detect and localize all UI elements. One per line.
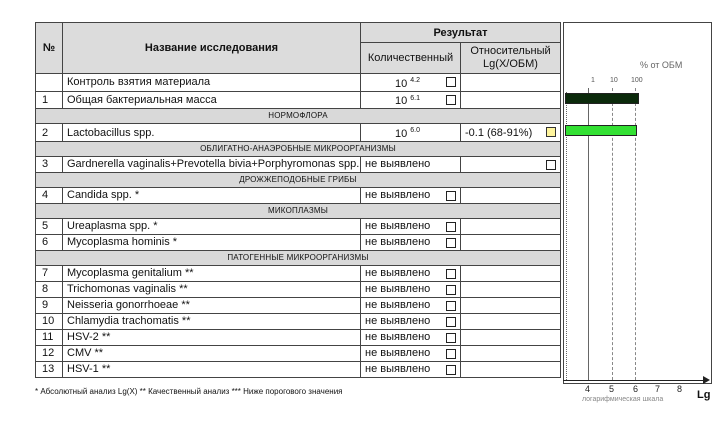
row-number: 2	[36, 124, 63, 142]
relative-cell	[461, 297, 561, 313]
relative-cell	[461, 156, 561, 172]
checkbox-icon	[446, 238, 456, 248]
row-number: 6	[36, 234, 63, 250]
x-tick-5: 5	[609, 384, 615, 394]
quantitative-cell	[361, 187, 461, 203]
scale-bar	[565, 93, 639, 104]
relative-cell	[461, 313, 561, 329]
checkbox-icon	[446, 349, 456, 359]
quantitative-cell	[361, 124, 461, 142]
section-row	[36, 141, 561, 156]
section-title: МИКОПЛАЗМЫ	[36, 203, 561, 218]
quantitative-cell	[361, 265, 461, 281]
x-tick-6: 6	[633, 384, 639, 394]
checkbox-icon	[446, 365, 456, 375]
row-number: 12	[36, 345, 63, 361]
checkbox-icon	[546, 160, 556, 170]
row-number: 11	[36, 329, 63, 345]
test-name: Mycoplasma hominis *	[63, 234, 361, 250]
test-name: Lactobacillus spp.	[63, 124, 361, 142]
test-name: Candida spp. *	[63, 187, 361, 203]
quantitative-value: 10	[395, 127, 408, 140]
test-name: Ureaplasma spp. *	[63, 218, 361, 234]
checkbox-icon	[446, 301, 456, 311]
test-name: Neisseria gonorrhoeae **	[63, 297, 361, 313]
checkbox-icon	[446, 222, 456, 232]
status-yellow-icon	[546, 127, 556, 137]
relative-cell	[461, 329, 561, 345]
relative-cell	[461, 187, 561, 203]
section-row	[36, 250, 561, 265]
quantitative-value: не выявлено	[365, 220, 431, 233]
footnote: * Абсолютный анализ Lg(X) ** Качественный анализ *** Ниже порогового значения	[35, 387, 343, 396]
section-title: НОРМОФЛОРА	[36, 109, 561, 124]
row-number	[36, 74, 63, 92]
relative-cell	[461, 91, 561, 109]
quantitative-cell	[361, 297, 461, 313]
top-tick-100: 100	[631, 77, 643, 84]
quantitative-value: 10	[395, 77, 408, 90]
checkbox-icon	[446, 333, 456, 343]
x-tick-4: 4	[585, 384, 591, 394]
axis-label: Lg	[697, 389, 711, 401]
test-name: CMV **	[63, 345, 361, 361]
table-row	[36, 329, 561, 345]
table-row	[36, 124, 561, 142]
relative-cell	[461, 281, 561, 297]
table-row	[36, 361, 561, 377]
quantitative-value: не выявлено	[365, 158, 431, 171]
quantitative-cell	[361, 218, 461, 234]
section-row	[36, 203, 561, 218]
row-number: 9	[36, 297, 63, 313]
test-name: Gardnerella vaginalis+Prevotella bivia+Porphyromonas spp.	[63, 156, 361, 172]
table-row	[36, 281, 561, 297]
quantitative-cell	[361, 281, 461, 297]
row-number: 1	[36, 91, 63, 109]
quantitative-value: не выявлено	[365, 347, 431, 360]
quantitative-value: 10	[395, 95, 408, 108]
table-row	[36, 234, 561, 250]
x-tick-7: 7	[655, 384, 661, 394]
col-rel-header: Относительный Lg(X/ОБМ)	[461, 43, 561, 74]
relative-cell	[461, 124, 561, 142]
top-tick-10: 10	[610, 77, 618, 84]
scale-title: % от ОБМ	[640, 60, 683, 70]
scale-bar	[565, 125, 637, 136]
row-number: 7	[36, 265, 63, 281]
col-name-header: Название исследования	[63, 23, 361, 74]
table-row	[36, 187, 561, 203]
relative-cell	[461, 265, 561, 281]
quantitative-cell	[361, 74, 461, 92]
checkbox-icon	[446, 317, 456, 327]
x-axis-arrow-icon	[703, 376, 710, 384]
test-name: HSV-1 **	[63, 361, 361, 377]
exponent: 4.2	[410, 77, 420, 84]
quantitative-cell	[361, 329, 461, 345]
quantitative-value: не выявлено	[365, 189, 431, 202]
x-tick-8: 8	[677, 384, 683, 394]
relative-value: -0.1 (68-91%)	[465, 126, 533, 139]
test-name: Общая бактериальная масса	[63, 91, 361, 109]
quantitative-value: не выявлено	[365, 267, 431, 280]
quantitative-cell	[361, 91, 461, 109]
relative-cell	[461, 218, 561, 234]
table-row	[36, 345, 561, 361]
table-row	[36, 156, 561, 172]
test-name: Chlamydia trachomatis **	[63, 313, 361, 329]
section-title: ПАТОГЕННЫЕ МИКРООРГАНИЗМЫ	[36, 250, 561, 265]
relative-cell	[461, 361, 561, 377]
quantitative-value: не выявлено	[365, 299, 431, 312]
row-number: 3	[36, 156, 63, 172]
row-number: 13	[36, 361, 63, 377]
test-name: Mycoplasma genitalium **	[63, 265, 361, 281]
col-num-header: №	[36, 23, 63, 74]
quantitative-cell	[361, 156, 461, 172]
x-axis	[563, 380, 707, 381]
test-name: Контроль взятия материала	[63, 74, 361, 92]
checkbox-icon	[446, 77, 456, 87]
results-table	[35, 22, 561, 378]
checkbox-icon	[446, 269, 456, 279]
top-tick-1: 1	[591, 77, 595, 84]
section-title: ОБЛИГАТНО-АНАЭРОБНЫЕ МИКРООРГАНИЗМЫ	[36, 141, 561, 156]
test-name: HSV-2 **	[63, 329, 361, 345]
table-row	[36, 297, 561, 313]
row-number: 4	[36, 187, 63, 203]
relative-cell	[461, 345, 561, 361]
checkbox-icon	[446, 95, 456, 105]
table-row	[36, 265, 561, 281]
section-row	[36, 109, 561, 124]
col-result-header: Результат	[361, 23, 561, 43]
quantitative-cell	[361, 345, 461, 361]
quantitative-value: не выявлено	[365, 283, 431, 296]
quantitative-cell	[361, 313, 461, 329]
quantitative-value: не выявлено	[365, 363, 431, 376]
table-row	[36, 91, 561, 109]
row-number: 8	[36, 281, 63, 297]
exponent: 6.0	[410, 127, 420, 135]
quantitative-value: не выявлено	[365, 315, 431, 328]
col-qty-header: Количественный	[361, 43, 461, 74]
scale-caption: логарифмическая шкала	[582, 396, 664, 403]
checkbox-icon	[446, 191, 456, 201]
quantitative-cell	[361, 361, 461, 377]
quantitative-value: не выявлено	[365, 236, 431, 249]
quantitative-cell	[361, 234, 461, 250]
quantitative-value: не выявлено	[365, 331, 431, 344]
section-row	[36, 172, 561, 187]
row-number: 10	[36, 313, 63, 329]
exponent: 6.1	[410, 94, 420, 102]
section-title: ДРОЖЖЕПОДОБНЫЕ ГРИБЫ	[36, 172, 561, 187]
relative-cell	[461, 234, 561, 250]
checkbox-icon	[446, 285, 456, 295]
relative-cell	[461, 74, 561, 92]
table-row	[36, 74, 561, 92]
table-row	[36, 313, 561, 329]
row-number: 5	[36, 218, 63, 234]
test-name: Trichomonas vaginalis **	[63, 281, 361, 297]
table-row	[36, 218, 561, 234]
